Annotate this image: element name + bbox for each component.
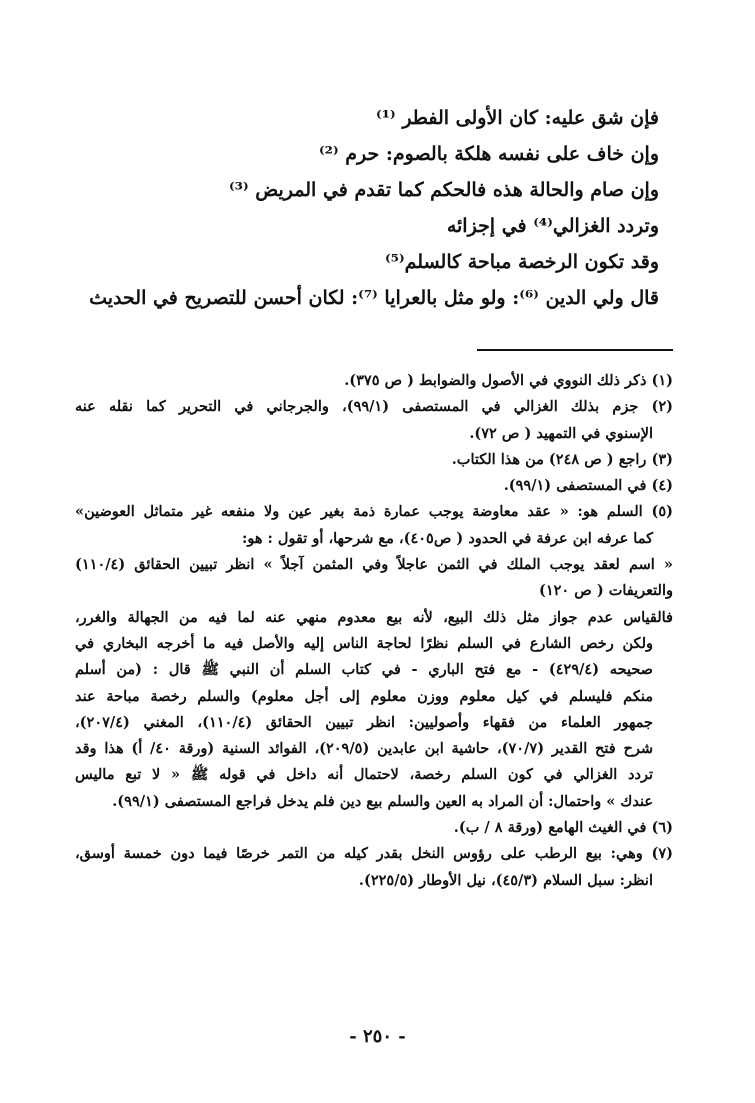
main-line-4: وتردد الغزالي⁽⁴⁾ في إجزائه [446,215,659,237]
footnote-5-para-3: صحيحه (٤٢٩/٤) - مع فتح الباري - في كتاب السلم أن النبي ﷺ قال : (من أسلم [75,661,653,679]
footnote-4: (٤) في المستصفى (٩٩/١). [503,477,673,495]
footnote-5-para-8: عندك » واحتمال: أن المراد به العين والسلم بيع دين فلم يدخل فراجع المستصفى (٩٩/١). [112,792,653,810]
footnote-7: (٧) وهي: بيع الرطب على رؤوس النخل بقدر كيله من التمر خرصًا فيما دون خمسة أوسق، [75,845,673,863]
footnote-1: (١) ذكر ذلك النووي في الأصول والضوابط ( ص ٣٧٥). [344,372,673,389]
footnote-5-para-6: شرح فتح القدير (٧٠/٧)، حاشية ابن عابدين (٢٠٩/٥)، الفوائد السنية (ورقة ٤٠/ أ) هذا وقد [75,740,653,758]
footnote-5-cont-1: كما عرفه ابن عرفة في الحدود ( ص٤٠٥)، مع شرحها، أو تقول : هو: [241,529,653,547]
footnote-5-para-2: ولكن رخص الشارع في السلم نظرًا لحاجة الناس إليه والأصل فيه ما أخرجه البخاري في [75,634,653,652]
footnote-5-cont-3: والتعريفات ( ص ١٢٠) [538,582,673,600]
footnote-3: (٣) راجع ( ص ٢٤٨) من هذا الكتاب. [451,450,673,468]
main-text [84,100,659,316]
page-number: - ٢٥٠ - [349,1026,406,1047]
footnote-5-cont-2: « اسم لعقد يوجب الملك في الثمن عاجلاً وفي المثمن آجلاً » انظر تبيين الحقائق (١١٠/٤) [75,556,673,574]
footnote-5: (٥) السلم هو: « عقد معاوضة يوجب عمارة ذمة بغير عين ولا منفعه غير متماثل العوضين» [75,503,673,521]
main-line-1: فإن شق عليه: كان الأولى الفطر ⁽¹⁾ [376,107,659,129]
main-line-5: وقد تكون الرخصة مباحة كالسلم⁽⁵⁾ [385,251,659,273]
footnote-separator [477,349,673,351]
footnote-5-para-5: جمهور العلماء من فقهاء وأصوليين: انظر تبيين الحقائق (١١٠/٤)، المغني (٢٠٧/٤)، [75,713,653,731]
main-line-2: وإن خاف على نفسه هلكة بالصوم: حرم ⁽²⁾ [318,143,659,165]
footnotes [75,368,673,894]
footnote-2-cont: الإسنوي في التمهيد ( ص ٧٢). [469,424,653,442]
footnote-5-para-7: تردد الغزالي في كون السلم رخصة، لاحتمال أنه داخل في قوله ﷺ « لا تبع ماليس [75,766,653,784]
footnote-7-cont: انظر: سبل السلام (٤٥/٣)، نيل الأوطار (٢٢٥/٥). [358,871,653,889]
footnote-5-para-4: منكم فليسلم في كيل معلوم ووزن معلوم إلى أجل معلوم) والسلم رخصة مباحة عند [75,687,653,705]
footnote-2: (٢) جزم بذلك الغزالي في المستصفى (٩٩/١)، والجرجاني في التحرير كما نقله عنه [75,398,673,416]
main-line-3: وإن صام والحالة هذه فالحكم كما تقدم في المريض ⁽³⁾ [228,179,659,201]
main-line-6: قال ولي الدين ⁽⁶⁾: ولو مثل بالعرايا ⁽⁷⁾: لكان أحسن للتصريح في الحديث [89,287,659,309]
footnote-6: (٦) في الغيث الهامع (ورقة ٨ / ب). [453,819,673,837]
footnote-5-para-1: فالقياس عدم جواز مثل ذلك البيع، لأنه بيع معدوم منهي عنه لما فيه من الجهالة والغرر، [75,608,673,626]
